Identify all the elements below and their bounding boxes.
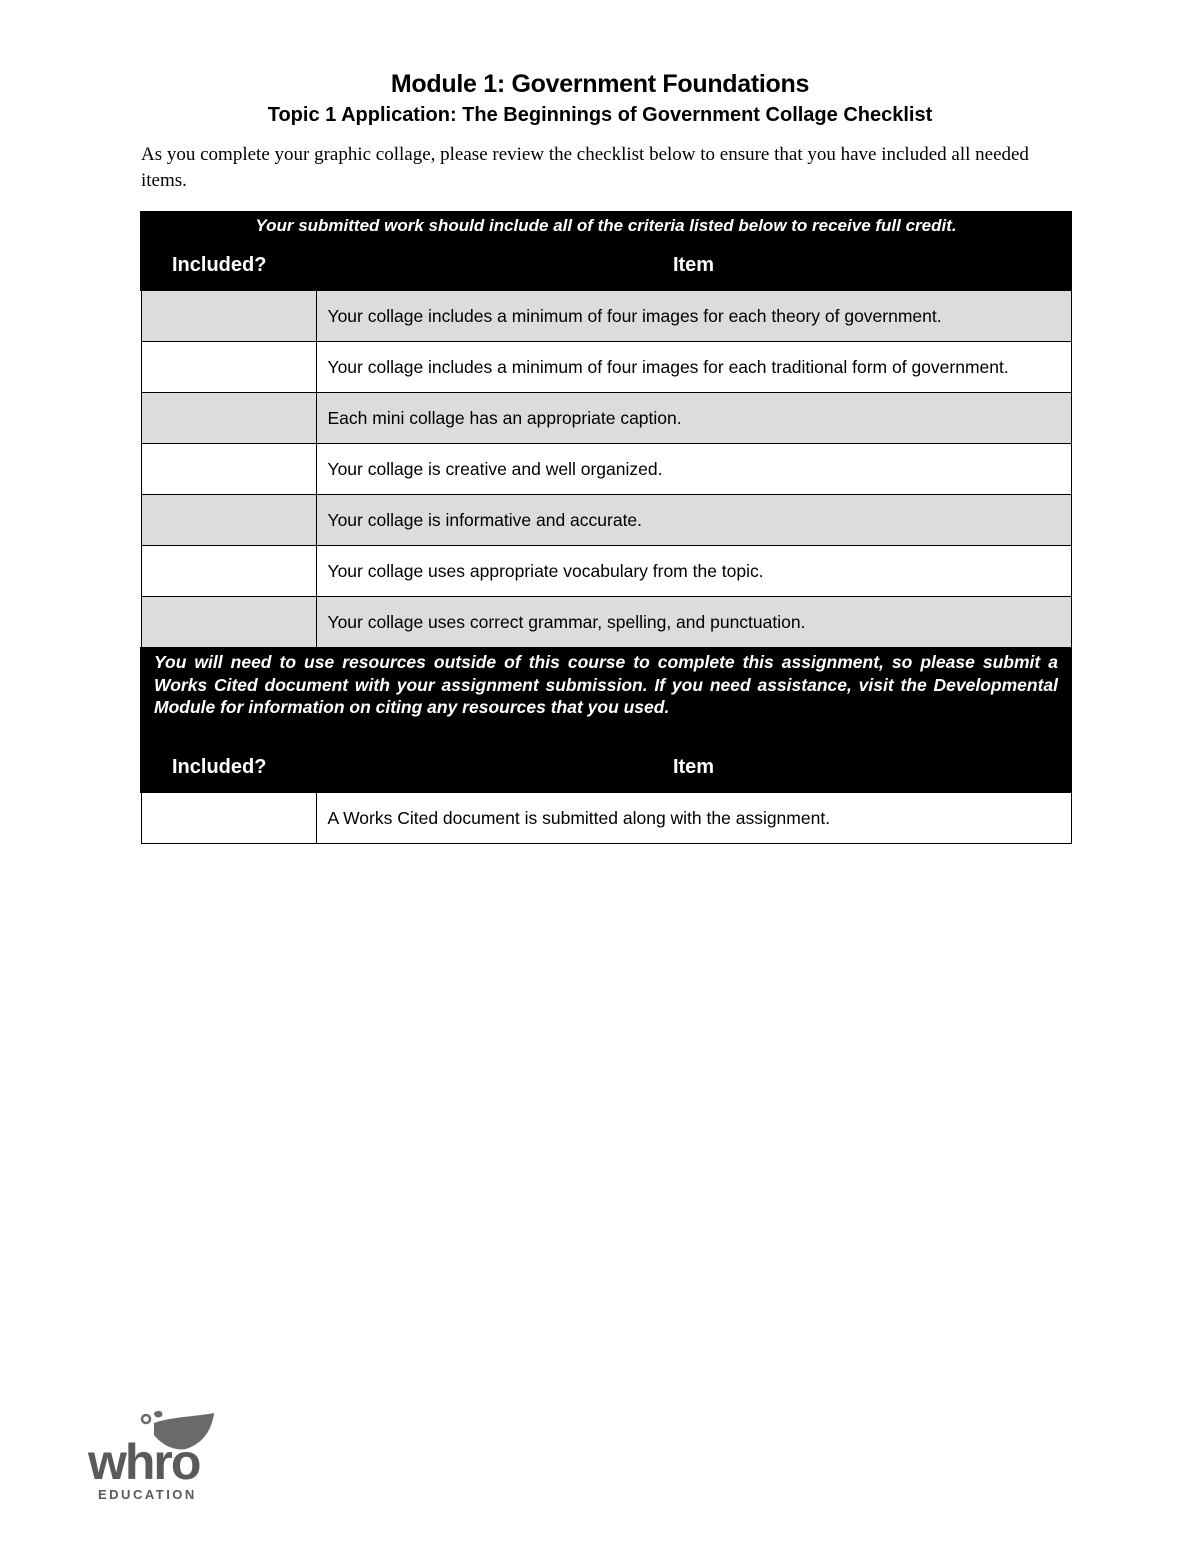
page-subtitle: Topic 1 Application: The Beginnings of Government Collage Checklist — [267, 104, 933, 126]
item-cell: Your collage uses appropriate vocabulary from the topic. — [316, 546, 1071, 597]
criteria-banner: Your submitted work should include all of the criteria listed below to receive full credit. — [141, 212, 1071, 240]
logo-subtitle: EDUCATION — [98, 1487, 197, 1502]
resources-banner: You will need to use resources outside of this course to complete this assignment, so please submit a Works Cited document with your assignment submission. If you need assistance, visit the Developmental Module for information on citing any resources that you used. — [141, 648, 1071, 742]
included-checkbox-cell[interactable] — [141, 342, 316, 393]
included-column-header: Included? — [141, 240, 316, 290]
checklist-table — [140, 211, 1072, 844]
table-row — [141, 495, 1071, 546]
item-cell: Each mini collage has an appropriate caption. — [316, 393, 1071, 444]
page-title: Module 1: Government Foundations — [390, 70, 810, 98]
logo-wordmark: whro — [88, 1434, 200, 1490]
included-checkbox-cell[interactable] — [141, 393, 316, 444]
included-checkbox-cell[interactable] — [141, 290, 316, 342]
table-row — [141, 597, 1071, 649]
item-column-header: Item — [316, 240, 1071, 290]
item-cell: Your collage is informative and accurate. — [316, 495, 1071, 546]
item-column-header: Item — [316, 742, 1071, 792]
table-row — [141, 342, 1071, 393]
item-cell: Your collage uses correct grammar, spelling, and punctuation. — [316, 597, 1071, 649]
included-checkbox-cell[interactable] — [141, 597, 316, 649]
included-checkbox-cell[interactable] — [141, 444, 316, 495]
included-checkbox-cell[interactable] — [141, 546, 316, 597]
table-row — [141, 546, 1071, 597]
table-row — [141, 792, 1071, 844]
intro-paragraph: As you complete your graphic collage, please review the checklist below to ensure that you have included all needed items. — [141, 144, 1029, 191]
item-cell: Your collage is creative and well organized. — [316, 444, 1071, 495]
table-row — [141, 393, 1071, 444]
included-column-header: Included? — [141, 742, 316, 792]
item-cell: Your collage includes a minimum of four images for each traditional form of government. — [316, 342, 1071, 393]
whro-education-logo — [88, 1405, 218, 1505]
item-cell: Your collage includes a minimum of four images for each theory of government. — [316, 290, 1071, 342]
included-checkbox-cell[interactable] — [141, 792, 316, 844]
table-row — [141, 444, 1071, 495]
table-row — [141, 290, 1071, 342]
included-checkbox-cell[interactable] — [141, 495, 316, 546]
item-cell: A Works Cited document is submitted along with the assignment. — [316, 792, 1071, 844]
